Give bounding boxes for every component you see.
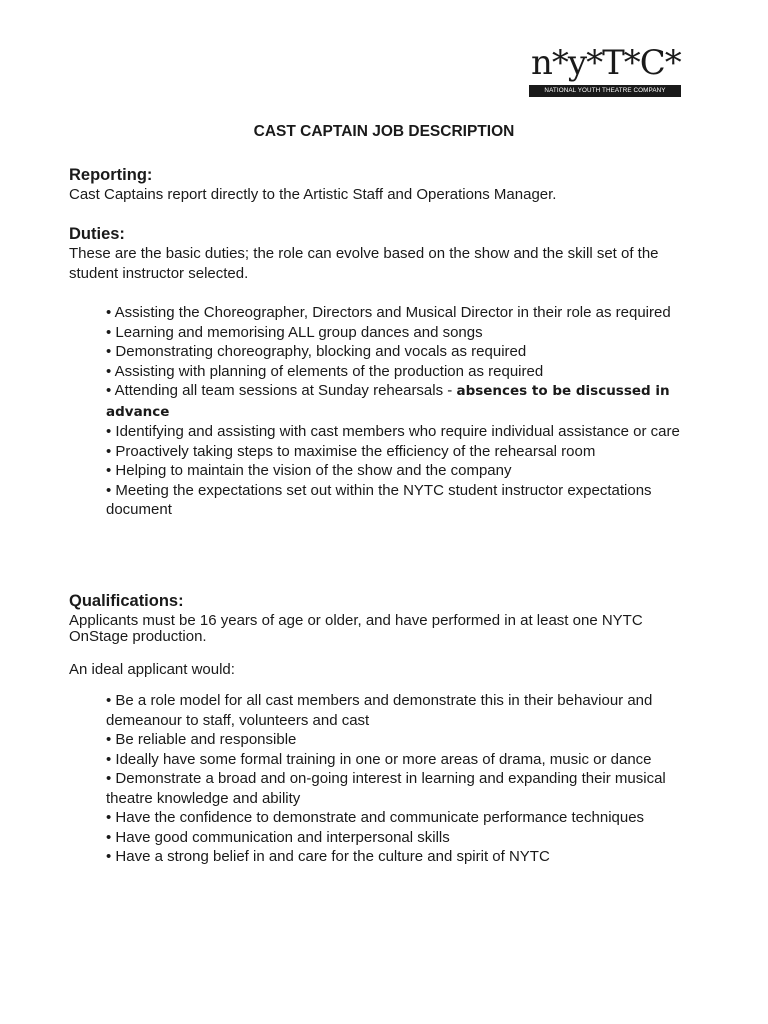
- list-item: • Assisting the Choreographer, Directors and Musical Director in their role as required: [106, 304, 671, 321]
- list-item: • Proactively taking steps to maximise the efficiency of the rehearsal room: [106, 442, 596, 460]
- nytc-logo-tagline: NATIONAL YOUTH THEATRE COMPANY: [529, 85, 681, 97]
- list-item: • Be reliable and responsible: [106, 731, 297, 748]
- nytc-logo-mark: [529, 40, 683, 84]
- list-item: • Demonstrating choreography, blocking and vocals as required: [106, 343, 527, 360]
- page-title: CAST CAPTAIN JOB DESCRIPTION: [253, 123, 515, 140]
- duties-heading: Duties:: [69, 225, 125, 243]
- list-item: • Have the confidence to demonstrate and communicate performance techniques: [106, 809, 645, 826]
- ideal-intro: An ideal applicant would:: [69, 661, 235, 678]
- list-item: • Meeting the expectations set out within the NYTC student instructor expectations document: [106, 481, 652, 518]
- list-item: • Have a strong belief in and care for the culture and spirit of NYTC: [106, 848, 550, 865]
- nytc-logo: [529, 40, 683, 100]
- duties-intro: These are the basic duties; the role can evolve based on the show and the skill set of the student instructor selected.: [69, 245, 659, 282]
- list-item: • Assisting with planning of elements of the production as required: [106, 362, 544, 380]
- list-item: • Learning and memorising ALL group dances and songs: [106, 323, 483, 341]
- reporting-heading: Reporting:: [69, 166, 153, 184]
- absences-emphasis: absences to be discussed in advance: [106, 383, 670, 420]
- qualifications-heading: Qualifications:: [69, 592, 184, 610]
- reporting-text: Cast Captains report directly to the Artistic Staff and Operations Manager.: [69, 186, 557, 203]
- duties-list: [106, 303, 706, 520]
- list-item-text: • Attending all team sessions at Sunday rehearsals -: [106, 382, 457, 399]
- list-item: • Be a role model for all cast members and demonstrate this in their behaviour and demeanour to staff, volunteers and cast: [106, 692, 653, 729]
- list-item: • Identifying and assisting with cast members who require individual assistance or care: [106, 423, 680, 440]
- list-item: • Have good communication and interpersonal skills: [106, 828, 450, 846]
- list-item: • Ideally have some formal training in one or more areas of drama, music or dance: [106, 750, 652, 768]
- list-item: • Helping to maintain the vision of the show and the company: [106, 462, 512, 479]
- list-item: • Demonstrate a broad and on-going interest in learning and expanding their musical theatre knowledge and ability: [106, 770, 666, 807]
- qualifications-list: [106, 691, 706, 867]
- qualifications-text: Applicants must be 16 years of age or older, and have performed in at least one NYTC OnStage production.: [69, 612, 643, 645]
- nytc-logo-wordmark: n*y*T*C*: [531, 43, 681, 83]
- list-item: [106, 381, 706, 422]
